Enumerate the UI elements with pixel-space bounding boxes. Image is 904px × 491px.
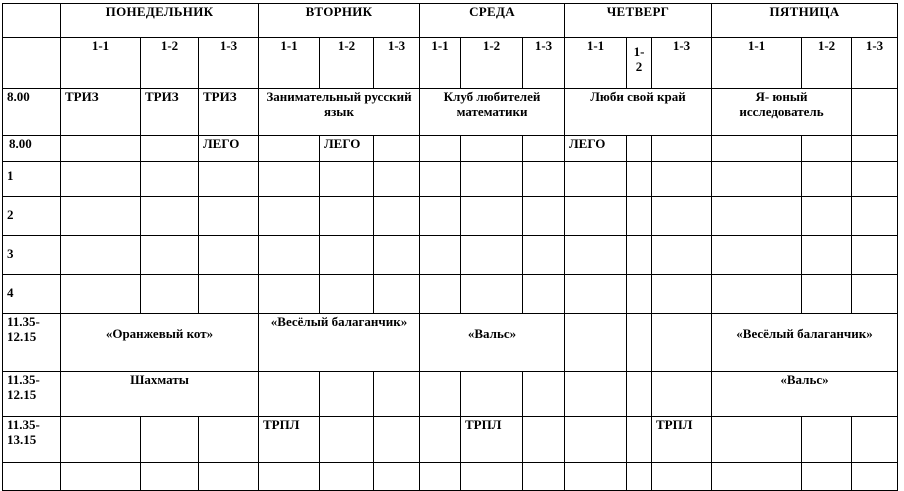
empty-cell — [802, 162, 852, 197]
empty-cell — [420, 372, 461, 417]
empty-cell — [652, 275, 712, 314]
empty-cell — [374, 463, 420, 491]
empty-cell — [627, 372, 652, 417]
empty-cell — [565, 463, 627, 491]
empty-cell — [420, 197, 461, 236]
empty-cell — [627, 162, 652, 197]
activity-cell: Клуб любителей математики — [420, 89, 565, 136]
empty-cell — [259, 463, 320, 491]
classes-header-row — [3, 38, 898, 89]
empty-cell — [374, 275, 420, 314]
activity-cell: «Вальс» — [420, 314, 565, 372]
empty-cell — [141, 236, 199, 275]
empty-cell — [259, 136, 320, 162]
empty-cell — [852, 463, 898, 491]
schedule-row — [3, 417, 898, 463]
empty-cell — [61, 275, 141, 314]
time-cell: 2 — [3, 197, 61, 236]
empty-cell — [852, 136, 898, 162]
empty-cell — [259, 162, 320, 197]
empty-cell — [802, 463, 852, 491]
empty-cell — [565, 372, 627, 417]
empty-cell — [523, 275, 565, 314]
empty-cell — [61, 463, 141, 491]
class-header: 1-2 — [461, 38, 523, 89]
empty-cell — [852, 197, 898, 236]
empty-cell — [627, 236, 652, 275]
empty-cell — [712, 162, 802, 197]
activity-cell: ТРПЛ — [461, 417, 523, 463]
class-header: 1-3 — [852, 38, 898, 89]
class-header: 1-3 — [374, 38, 420, 89]
schedule-row — [3, 162, 898, 197]
empty-cell — [802, 417, 852, 463]
empty-cell — [320, 275, 374, 314]
schedule-row — [3, 463, 898, 491]
day-thursday: ЧЕТВЕРГ — [565, 4, 712, 38]
empty-cell — [259, 372, 320, 417]
time-cell: 4 — [3, 275, 61, 314]
activity-cell: ЛЕГО — [199, 136, 259, 162]
empty-cell — [652, 197, 712, 236]
activity-cell: Занимательный русский язык — [259, 89, 420, 136]
activity-cell: ТРИЗ — [141, 89, 199, 136]
empty-cell — [852, 89, 898, 136]
day-friday: ПЯТНИЦА — [712, 4, 898, 38]
activity-cell: ТРИЗ — [199, 89, 259, 136]
empty-cell — [852, 275, 898, 314]
activity-cell: Люби свой край — [565, 89, 712, 136]
empty-cell — [374, 162, 420, 197]
empty-cell — [523, 417, 565, 463]
empty-cell — [461, 197, 523, 236]
empty-cell — [420, 275, 461, 314]
empty-cell — [420, 463, 461, 491]
class-header: 1-1 — [259, 38, 320, 89]
empty-cell — [652, 463, 712, 491]
empty-cell — [852, 236, 898, 275]
activity-cell: Шахматы — [61, 372, 259, 417]
empty-cell — [523, 136, 565, 162]
empty-cell — [374, 197, 420, 236]
activity-cell: ТРПЛ — [259, 417, 320, 463]
empty-cell — [802, 136, 852, 162]
schedule-row — [3, 197, 898, 236]
empty-cell — [141, 197, 199, 236]
empty-cell — [420, 162, 461, 197]
empty-cell — [199, 162, 259, 197]
day-monday: ПОНЕДЕЛЬНИК — [61, 4, 259, 38]
empty-cell — [712, 136, 802, 162]
class-header: 1-1 — [61, 38, 141, 89]
empty-cell — [320, 372, 374, 417]
schedule-row — [3, 236, 898, 275]
empty-cell — [627, 463, 652, 491]
empty-cell — [565, 236, 627, 275]
empty-cell — [61, 197, 141, 236]
empty-cell — [61, 236, 141, 275]
activity-cell: ЛЕГО — [320, 136, 374, 162]
class-header: 1-3 — [523, 38, 565, 89]
empty-cell — [652, 136, 712, 162]
empty-cell — [420, 236, 461, 275]
time-cell: 11.35- 12.15 — [3, 314, 61, 372]
days-header-row — [3, 4, 898, 38]
class-header: 1-3 — [199, 38, 259, 89]
class-header: 1-1 — [420, 38, 461, 89]
empty-cell — [802, 275, 852, 314]
empty-cell — [523, 372, 565, 417]
schedule-row — [3, 136, 898, 162]
time-cell: 11.35- 12.15 — [3, 372, 61, 417]
empty-cell — [374, 417, 420, 463]
day-tuesday: ВТОРНИК — [259, 4, 420, 38]
empty-cell — [802, 197, 852, 236]
empty-cell — [259, 275, 320, 314]
time-cell: 8.00 — [3, 136, 61, 162]
empty-cell — [523, 197, 565, 236]
activity-cell: «Весёлый балаганчик» — [259, 314, 420, 372]
activity-cell: Я- юный исследователь — [712, 89, 852, 136]
empty-cell — [565, 417, 627, 463]
empty-cell — [461, 162, 523, 197]
empty-cell — [627, 275, 652, 314]
empty-cell — [712, 275, 802, 314]
empty-cell — [374, 372, 420, 417]
activity-cell: ТРПЛ — [652, 417, 712, 463]
activity-cell: «Оранжевый кот» — [61, 314, 259, 372]
empty-cell — [852, 162, 898, 197]
empty-cell — [320, 236, 374, 275]
empty-cell — [61, 162, 141, 197]
class-header: 1-2 — [320, 38, 374, 89]
empty-cell — [420, 136, 461, 162]
activity-cell: ЛЕГО — [565, 136, 627, 162]
empty-cell — [461, 275, 523, 314]
empty-cell — [3, 463, 61, 491]
day-wednesday: СРЕДА — [420, 4, 565, 38]
corner-cell — [3, 4, 61, 38]
empty-cell — [652, 314, 712, 372]
empty-cell — [141, 275, 199, 314]
empty-cell — [3, 38, 61, 89]
empty-cell — [320, 463, 374, 491]
empty-cell — [199, 197, 259, 236]
empty-cell — [141, 417, 199, 463]
activity-cell: ТРИЗ — [61, 89, 141, 136]
empty-cell — [523, 162, 565, 197]
activity-cell: «Весёлый балаганчик» — [712, 314, 898, 372]
empty-cell — [461, 372, 523, 417]
empty-cell — [199, 417, 259, 463]
empty-cell — [712, 197, 802, 236]
empty-cell — [141, 463, 199, 491]
empty-cell — [627, 417, 652, 463]
schedule-row — [3, 314, 898, 372]
empty-cell — [627, 314, 652, 372]
empty-cell — [199, 463, 259, 491]
time-cell: 11.35- 13.15 — [3, 417, 61, 463]
schedule-row — [3, 372, 898, 417]
empty-cell — [627, 136, 652, 162]
class-header: 1-1 — [712, 38, 802, 89]
empty-cell — [320, 197, 374, 236]
empty-cell — [652, 236, 712, 275]
empty-cell — [374, 136, 420, 162]
time-cell: 3 — [3, 236, 61, 275]
time-cell: 1 — [3, 162, 61, 197]
class-header: 1-2 — [802, 38, 852, 89]
empty-cell — [652, 372, 712, 417]
empty-cell — [61, 417, 141, 463]
empty-cell — [320, 417, 374, 463]
empty-cell — [565, 275, 627, 314]
empty-cell — [61, 136, 141, 162]
class-header-split: 1- 2 — [627, 38, 652, 89]
empty-cell — [565, 197, 627, 236]
empty-cell — [565, 162, 627, 197]
empty-cell — [627, 197, 652, 236]
empty-cell — [523, 463, 565, 491]
empty-cell — [461, 136, 523, 162]
empty-cell — [374, 236, 420, 275]
empty-cell — [565, 314, 627, 372]
class-header: 1-2 — [141, 38, 199, 89]
empty-cell — [802, 236, 852, 275]
empty-cell — [259, 197, 320, 236]
empty-cell — [712, 417, 802, 463]
empty-cell — [523, 236, 565, 275]
schedule-row — [3, 89, 898, 136]
empty-cell — [199, 275, 259, 314]
empty-cell — [199, 236, 259, 275]
empty-cell — [259, 236, 320, 275]
activity-cell: «Вальс» — [712, 372, 898, 417]
empty-cell — [420, 417, 461, 463]
class-header: 1-1 — [565, 38, 627, 89]
empty-cell — [652, 162, 712, 197]
time-cell: 8.00 — [3, 89, 61, 136]
empty-cell — [461, 236, 523, 275]
empty-cell — [141, 162, 199, 197]
empty-cell — [141, 136, 199, 162]
empty-cell — [712, 236, 802, 275]
class-header: 1-3 — [652, 38, 712, 89]
empty-cell — [852, 417, 898, 463]
empty-cell — [320, 162, 374, 197]
schedule-table — [2, 3, 898, 491]
empty-cell — [461, 463, 523, 491]
empty-cell — [712, 463, 802, 491]
schedule-row — [3, 275, 898, 314]
